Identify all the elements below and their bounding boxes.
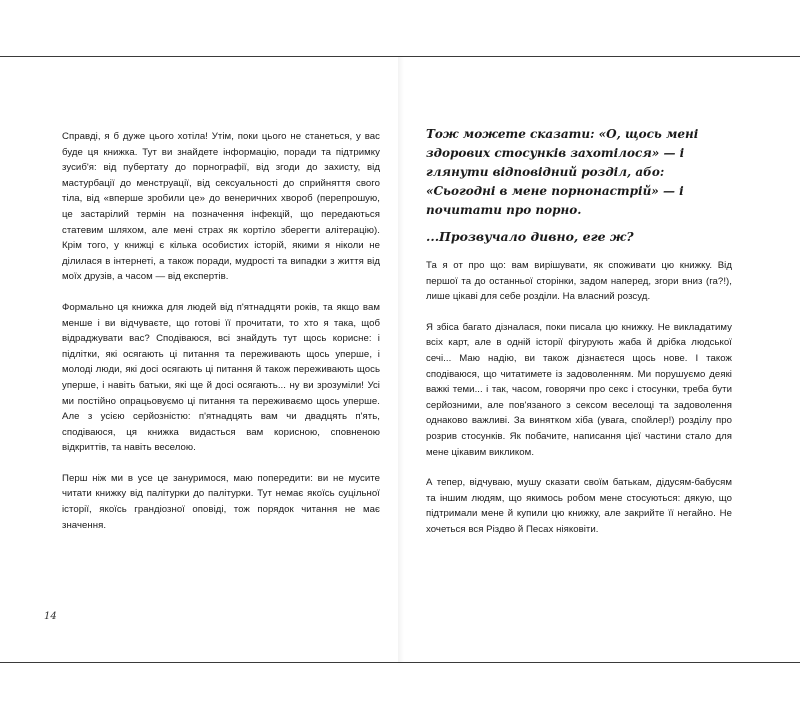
book-gutter bbox=[398, 57, 404, 662]
right-intro-heading: Тож можете сказати: «О, щось мені здорових стосунків захотілося» — і глянути відповідний розділ, або: «Сьогодні в мене порнонастрій» — і почитати про порно. bbox=[426, 127, 699, 217]
book-spread bbox=[0, 56, 800, 663]
right-page bbox=[426, 125, 732, 553]
page-number: 14 bbox=[44, 611, 57, 622]
right-paragraph-3: А тепер, відчуваю, мушу сказати своїм батькам, дідусям-бабусям та іншим людям, що якимось робом мене стосуються: дякую, що підтримали мене й купили цю книжку, але закрийте її негайно. Не хочеться вся Різдво й Песах ніяковіти. bbox=[426, 477, 732, 535]
left-paragraph-2: Формально ця книжка для людей від п'ятнадцяти років, та якщо вам менше і ви відчуваєте, що готові її прочитати, то хто я така, щоб відраджувати вас? Сподіваюся, всі знайдуть тут щось корисне: і підлітки, які осягають ці питання та переживають щось уперше, і молоді люди, які досі осягають ці питання й також переживають щось уперше, і навіть батьки, які ще й досі осягають... ну ви зрозуміли! Усі ми постійно опрацьовуємо ці питання та переживаємо щось уперше. Але з усією серйозністю: п'ятнадцять вам чи двадцять п'ять, сподіваюся, ця книжка видасться вам корисною, сповненою відкриттів, та навіть веселою. bbox=[62, 301, 380, 454]
right-intro-subheading: ...Прозвучало дивно, еге ж? bbox=[426, 229, 634, 244]
right-paragraph-2: Я збіса багато дізналася, поки писала цю книжку. Не викладатиму всіх карт, але в одній історії фігурують жаба й дрібка людської сечі... Маю надію, ви також дізнаєтеся щось нове. І також сподіваюся, що читатимете із задоволенням. Ми порушуємо деякі важкі теми... і так, часом, говорячи про секс і стосунки, треба бути серйозними, але пов'язаного з сексом веселощі та задоволення однаково важливі. За винятком хіба (увага, спойлер!) розділу про розрив стосунків. Як побачите, написання цієї частини стало для мене цікавим викликом. bbox=[426, 321, 732, 458]
left-paragraph-3: Перш ніж ми в усе це зануримося, маю попередити: ви не мусите читати книжку від палітурки до палітурки. Тут немає якоїсь суцільної історії, якоїсь грандіозної оповіді, тож порядок читання не має значення. bbox=[62, 472, 380, 531]
left-page bbox=[62, 129, 380, 548]
right-paragraph-1: Та я от про що: вам вирішувати, як споживати цю книжку. Від першої та до останньої сторінки, задом наперед, згори вниз (га?!), лише цікаві для себе розділи. На власний розсуд. bbox=[426, 260, 732, 303]
left-paragraph-1: Справді, я б дуже цього хотіла! Утім, поки цього не станеться, у вас буде ця книжка. Тут ви знайдете інформацію, поради та підтримку зусиб'я: від пубертату до порнографії, від згоди до захисту, від мастурбації до менструації, від сексуальності до сприйняття свого тіла, від «вперше зробили це» до венеричних хвороб (перепрошую, це застарілий термін на позначення інфекцій, що передаються статевим шляхом, але мені страх як кортіло зберегти алітерацію). Крім того, у книжці є кілька особистих історій, якими я ніколи не ділилася в інтернеті, а також поради, мудрості та випадки з життя від моїх друзів, а часом — від експертів. bbox=[62, 131, 380, 283]
